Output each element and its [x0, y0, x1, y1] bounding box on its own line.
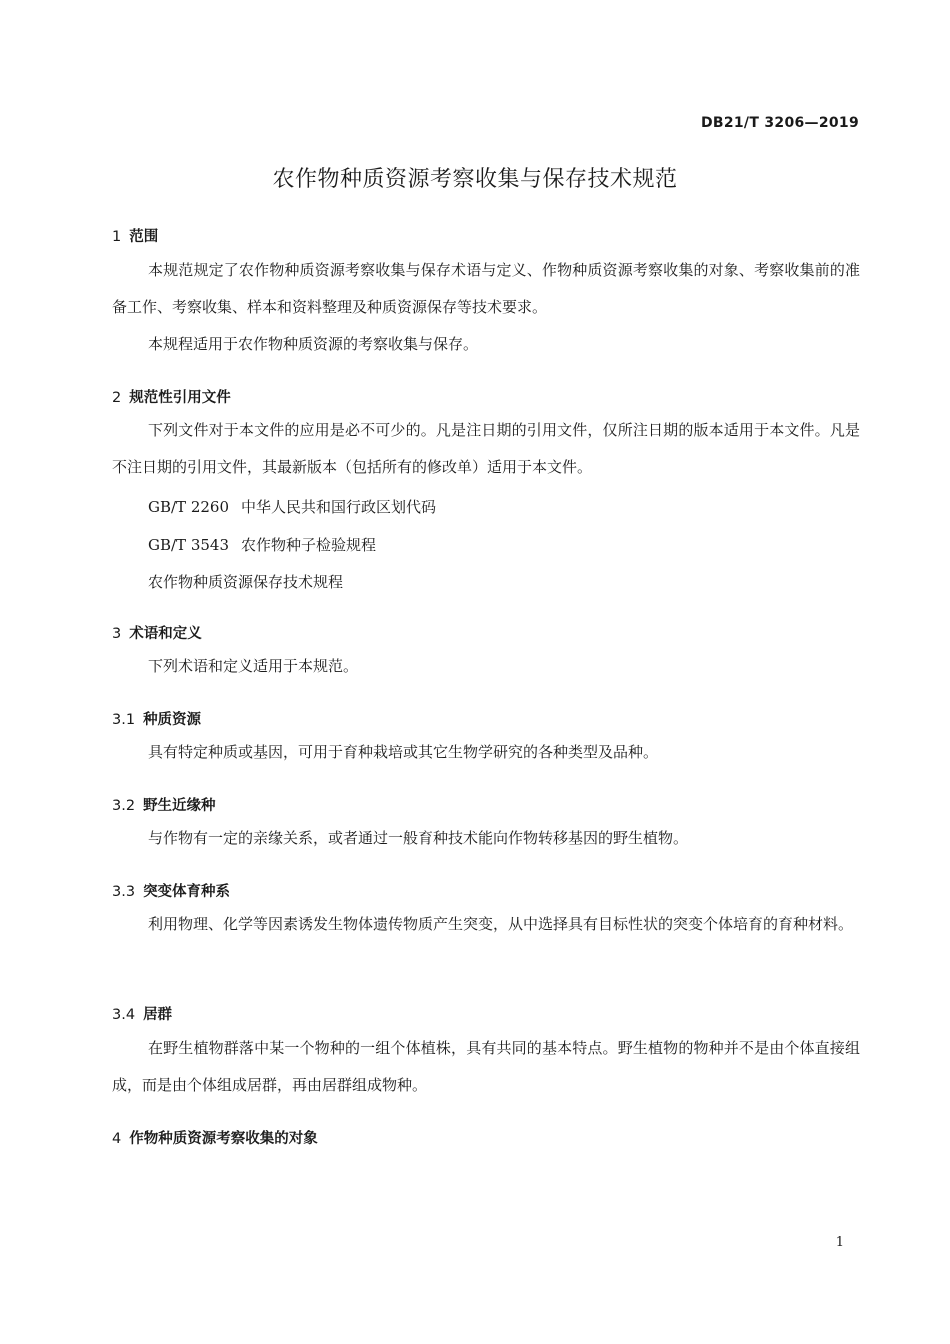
section-title: 术语和定义 [129, 626, 202, 642]
section-number: 3.1 [112, 712, 136, 728]
reference-name: 中华人民共和国行政区划代码 [241, 498, 437, 516]
section-1-heading [112, 225, 158, 246]
section-number: 3.4 [112, 1007, 136, 1023]
section-1-paragraph-1: 本规范规定了农作物种质资源考察收集与保存术语与定义、作物种质资源考察收集的对象、考察收集前的准备工作、考察收集、样本和资料整理及种质资源保存等技术要求。 [112, 261, 860, 316]
section-title: 规范性引用文件 [129, 390, 231, 406]
section-3-2-paragraph: 与作物有一定的亲缘关系，或者通过一般育种技术能向作物转移基因的野生植物。 [148, 829, 689, 847]
reference-code: GB/T 2260 [148, 498, 230, 516]
reference-item [148, 496, 436, 517]
section-number: 3.2 [112, 798, 136, 814]
section-4-heading [112, 1127, 318, 1148]
section-3-4-paragraph: 在野生植物群落中某一个物种的一组个体植株，具有共同的基本特点。野生植物的物种并不是由个体直接组成，而是由个体组成居群，再由居群组成物种。 [112, 1039, 860, 1094]
reference-item [148, 534, 376, 555]
section-number: 4 [112, 1131, 122, 1147]
section-number: 3 [112, 626, 122, 642]
standard-code: DB21/T 3206—2019 [700, 115, 859, 131]
section-title: 范围 [129, 229, 159, 245]
reference-name: 农作物种子检验规程 [241, 536, 377, 554]
section-3-heading [112, 622, 202, 643]
section-3-1-paragraph: 具有特定种质或基因，可用于育种栽培或其它生物学研究的各种类型及品种。 [148, 743, 659, 761]
reference-code: GB/T 3543 [148, 536, 230, 554]
section-3-1-heading [112, 708, 201, 729]
section-2-heading [112, 386, 231, 407]
section-title: 突变体育种系 [143, 884, 231, 900]
section-title: 野生近缘种 [143, 798, 216, 814]
section-title: 作物种质资源考察收集的对象 [129, 1131, 318, 1147]
section-number: 2 [112, 390, 122, 406]
section-2-paragraph-1: 下列文件对于本文件的应用是必不可少的。凡是注日期的引用文件，仅所注日期的版本适用于本文件。凡是不注日期的引用文件，其最新版本（包括所有的修改单）适用于本文件。 [112, 421, 860, 476]
section-number: 1 [112, 229, 122, 245]
section-title: 种质资源 [143, 712, 202, 728]
section-3-3-paragraph: 利用物理、化学等因素诱发生物体遗传物质产生突变，从中选择具有目标性状的突变个体培育的育种材料。 [148, 915, 854, 933]
section-3-paragraph-1: 下列术语和定义适用于本规范。 [148, 657, 359, 675]
section-3-4-heading [112, 1003, 172, 1024]
page-number: 1 [835, 1235, 844, 1250]
section-3-2-heading [112, 794, 216, 815]
section-number: 3.3 [112, 884, 136, 900]
reference-item: 农作物种质资源保存技术规程 [148, 573, 344, 591]
section-1-paragraph-2: 本规程适用于农作物种质资源的考察收集与保存。 [148, 335, 479, 353]
document-title: 农作物种质资源考察收集与保存技术规范 [272, 167, 678, 192]
section-3-3-heading [112, 880, 230, 901]
section-title: 居群 [143, 1007, 173, 1023]
